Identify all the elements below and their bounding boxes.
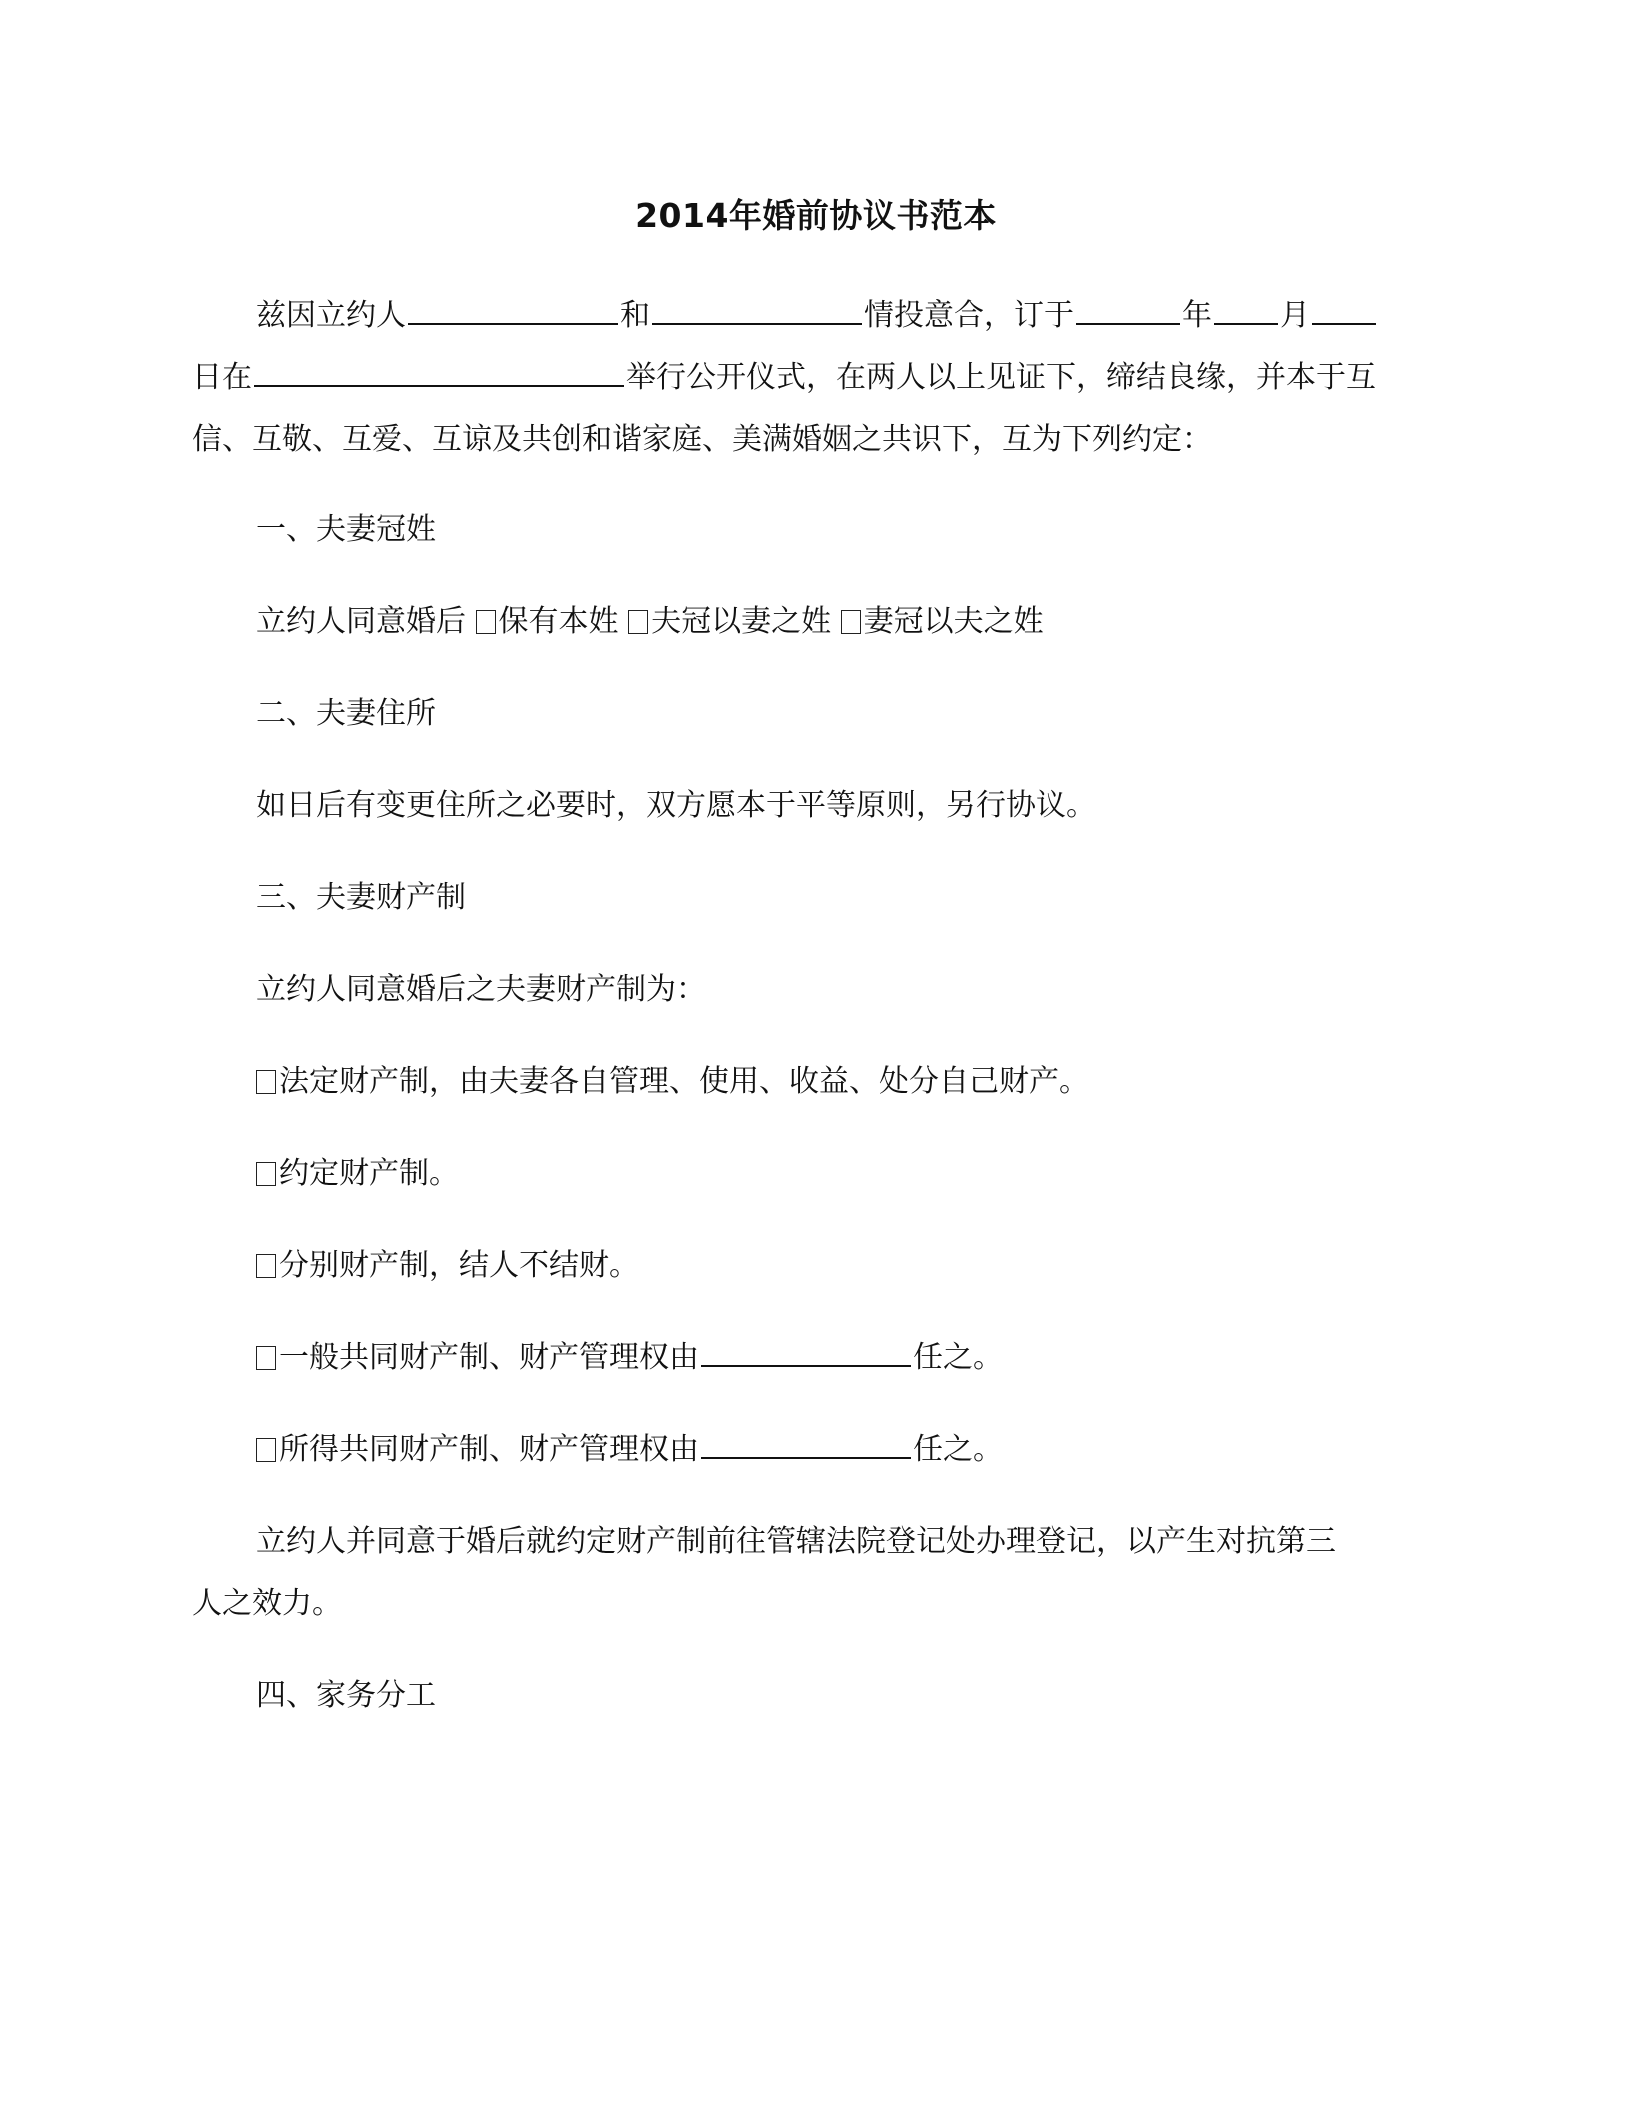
registration-line-2: 人之效力。: [192, 1586, 342, 1621]
intro-rest: 举行公开仪式，在两人以上见证下，缔结良缘，并本于互: [626, 360, 1376, 395]
property-option-1: [256, 1062, 1496, 1102]
checkbox-general-common-property[interactable]: [256, 1346, 276, 1370]
registration-line-1: 立约人并同意于婚后就约定财产制前往管辖法院登记处办理登记，以产生对抗第三: [256, 1524, 1336, 1559]
intro-line-3: 信、互敬、互爱、互谅及共创和谐家庭、美满婚姻之共识下，互为下列约定：: [192, 422, 1212, 457]
section-4-heading: 四、家务分工: [256, 1678, 436, 1713]
checkbox-separate-property[interactable]: [256, 1254, 276, 1278]
option-general-suffix: 任之。: [913, 1340, 1003, 1375]
section-1-options: [256, 602, 1496, 642]
section-3-intro: 立约人同意婚后之夫妻财产制为：: [256, 972, 706, 1007]
checkbox-wife-takes-husband-surname[interactable]: [841, 610, 861, 634]
intro-month: 月: [1280, 298, 1310, 333]
option-separate-property: 分别财产制，结人不结财。: [279, 1248, 639, 1283]
year-blank[interactable]: [1076, 297, 1180, 325]
general-manager-blank[interactable]: [701, 1339, 911, 1367]
property-option-2: [256, 1154, 1496, 1194]
section-2-text: 如日后有变更住所之必要时，双方愿本于平等原则，另行协议。: [256, 788, 1096, 823]
intro-line-1: [256, 296, 1496, 336]
property-option-3: [256, 1246, 1496, 1286]
intro-line-2: [192, 358, 1432, 398]
option-wife-takes-husband-surname: 妻冠以夫之姓: [863, 604, 1044, 639]
section-3-heading: 三、夫妻财产制: [256, 880, 466, 915]
option-general-common-property: 一般共同财产制、财产管理权由: [279, 1340, 699, 1375]
document-title: 2014年婚前协议书范本: [635, 196, 997, 235]
intro-and: 和: [620, 298, 650, 333]
checkbox-husband-takes-wife-surname[interactable]: [628, 610, 648, 634]
option-statutory-property: 法定财产制，由夫妻各自管理、使用、收益、处分自己财产。: [279, 1064, 1089, 1099]
option-husband-takes-wife-surname: 夫冠以妻之姓: [651, 604, 832, 639]
property-option-4: [256, 1338, 1496, 1378]
income-manager-blank[interactable]: [701, 1431, 911, 1459]
intro-prefix: 兹因立约人: [256, 298, 406, 333]
party-a-blank[interactable]: [408, 297, 618, 325]
option-agreed-property: 约定财产制。: [279, 1156, 459, 1191]
section-2-heading: 二、夫妻住所: [256, 696, 436, 731]
option-income-suffix: 任之。: [913, 1432, 1003, 1467]
option-income-common-property: 所得共同财产制、财产管理权由: [279, 1432, 699, 1467]
property-option-5: [256, 1430, 1496, 1470]
party-b-blank[interactable]: [652, 297, 862, 325]
checkbox-agreed-property[interactable]: [256, 1162, 276, 1186]
day-blank[interactable]: [1312, 297, 1376, 325]
intro-day: 日在: [192, 360, 252, 395]
place-blank[interactable]: [254, 359, 624, 387]
checkbox-statutory-property[interactable]: [256, 1070, 276, 1094]
intro-mid: 情投意合，订于: [864, 298, 1074, 333]
option-keep-surname: 保有本姓: [498, 604, 619, 639]
month-blank[interactable]: [1214, 297, 1278, 325]
section-1-heading: 一、夫妻冠姓: [256, 512, 436, 547]
checkbox-keep-surname[interactable]: [476, 610, 496, 634]
surname-prefix: 立约人同意婚后: [256, 604, 466, 639]
intro-year: 年: [1182, 298, 1212, 333]
checkbox-income-common-property[interactable]: [256, 1438, 276, 1462]
